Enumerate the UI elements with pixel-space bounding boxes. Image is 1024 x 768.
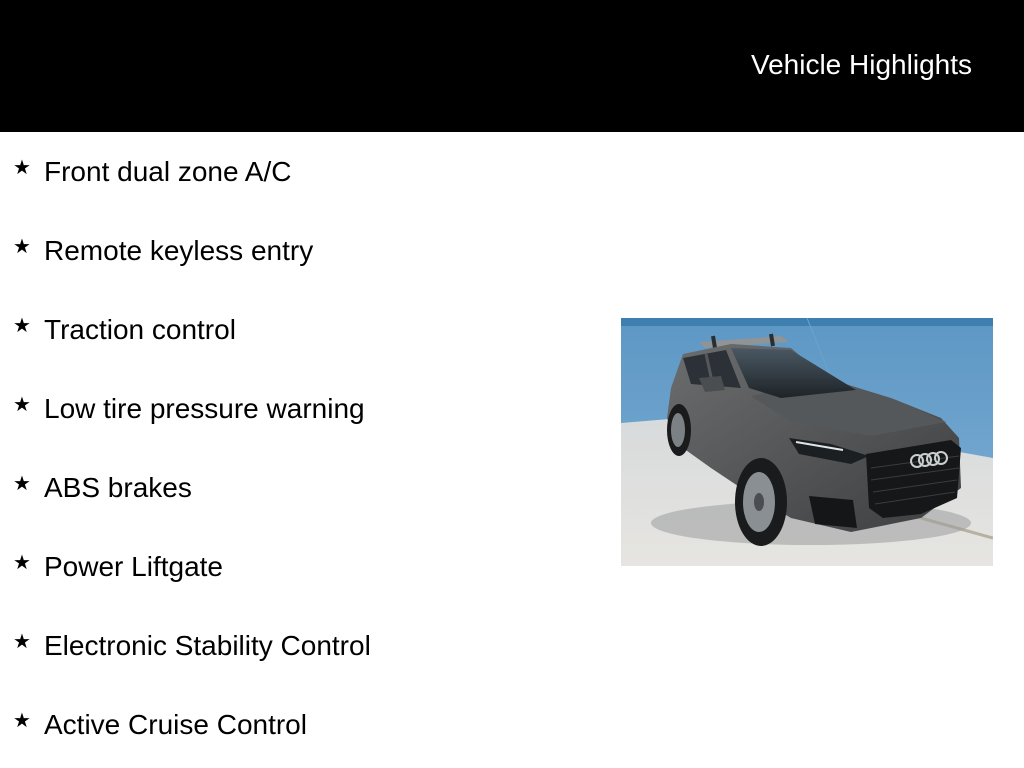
list-item — [10, 231, 313, 271]
star-icon: ★ — [13, 710, 31, 732]
list-item — [10, 468, 192, 508]
highlight-label: Traction control — [44, 314, 236, 345]
highlight-label: Low tire pressure warning — [44, 393, 365, 424]
page-title: Vehicle Highlights — [750, 49, 972, 80]
list-item — [10, 705, 307, 745]
highlight-label: Remote keyless entry — [44, 235, 314, 266]
highlight-label: Active Cruise Control — [44, 709, 307, 740]
star-icon: ★ — [13, 157, 31, 179]
highlight-label: ABS brakes — [44, 472, 192, 503]
star-icon: ★ — [13, 631, 31, 653]
highlight-label: Front dual zone A/C — [44, 156, 292, 187]
highlight-label: Power Liftgate — [44, 551, 223, 582]
star-icon: ★ — [13, 315, 31, 337]
list-item — [10, 626, 371, 666]
list-item — [10, 310, 236, 350]
vehicle-photo — [621, 318, 993, 566]
star-icon: ★ — [13, 473, 31, 495]
list-item — [10, 389, 365, 429]
list-item — [10, 152, 291, 192]
star-icon: ★ — [13, 394, 31, 416]
header-bar — [0, 0, 1024, 132]
highlight-label: Electronic Stability Control — [44, 630, 371, 661]
star-icon: ★ — [13, 552, 31, 574]
list-item — [10, 547, 223, 587]
star-icon: ★ — [13, 236, 31, 258]
